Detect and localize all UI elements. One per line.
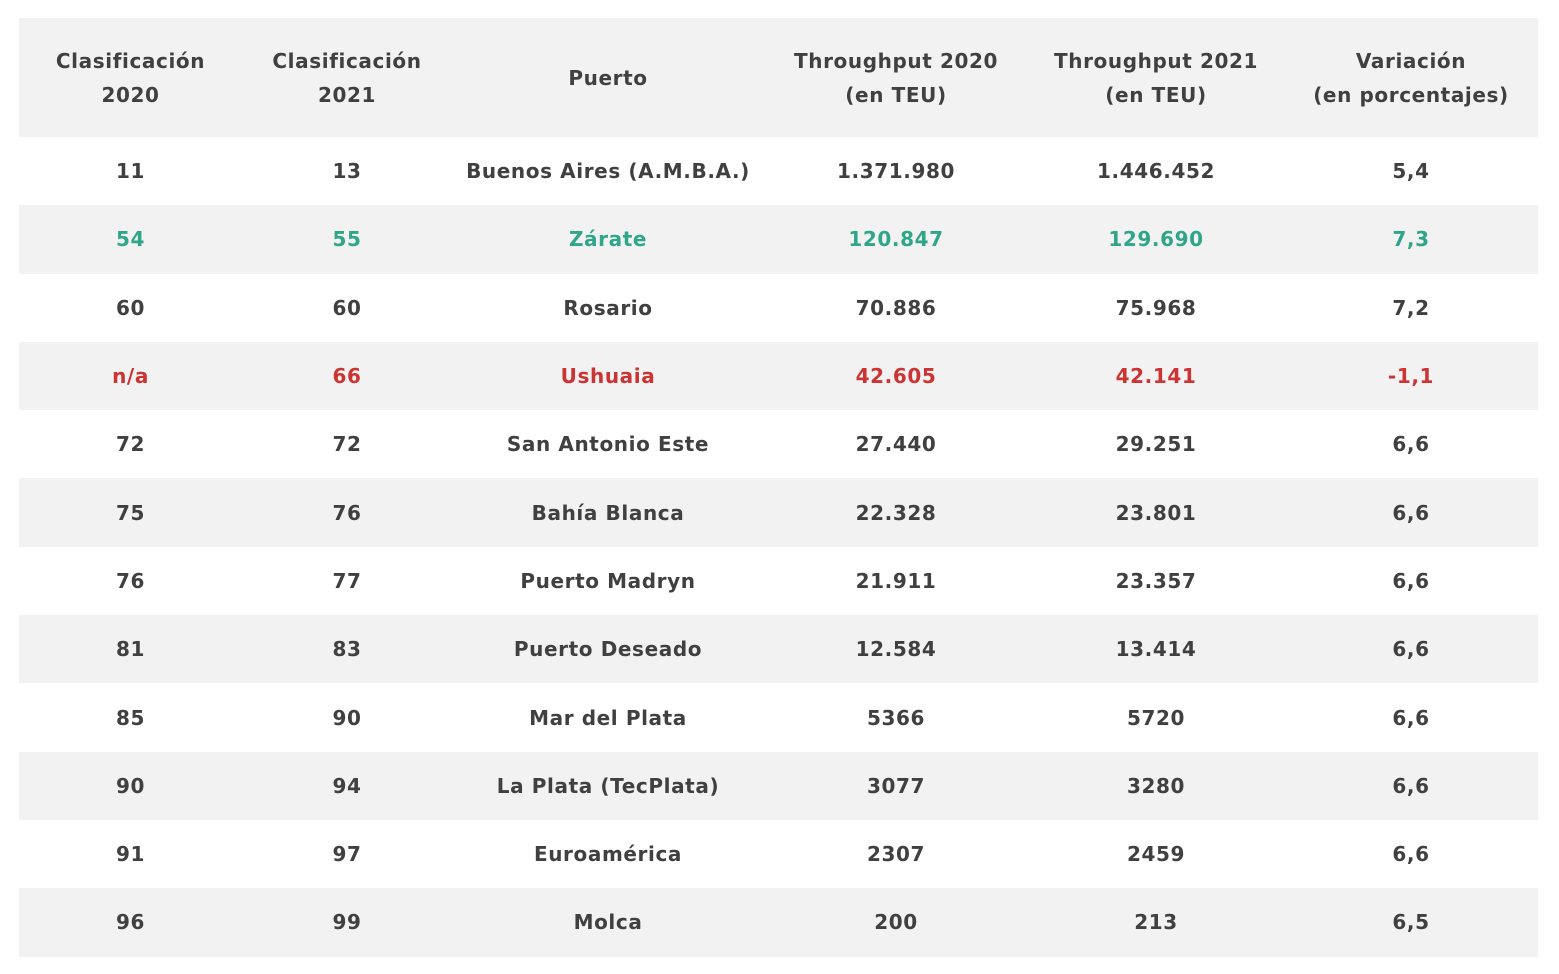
cell-variacion: 6,6 xyxy=(1392,773,1430,798)
header-clasificacion-2021 xyxy=(242,18,452,137)
cell-puerto: Buenos Aires (A.M.B.A.) xyxy=(466,159,750,184)
cell-clasificacion-2020: 81 xyxy=(115,637,146,662)
cell-puerto: Mar del Plata xyxy=(529,705,687,730)
header-line: Clasificación 2021 xyxy=(272,48,422,107)
table-row xyxy=(19,547,1538,615)
cell-clasificacion-2020: 76 xyxy=(115,568,146,593)
cell-puerto: La Plata (TecPlata) xyxy=(496,773,720,798)
cell-throughput-2021: 29.251 xyxy=(1115,432,1197,457)
cell-puerto: Euroamérica xyxy=(533,842,683,867)
cell-clasificacion-2021: 55 xyxy=(332,227,362,252)
cell-variacion: 6,6 xyxy=(1392,705,1430,730)
cell-clasificacion-2021: 90 xyxy=(332,705,362,730)
cell-clasificacion-2020: 54 xyxy=(115,227,146,252)
table-row xyxy=(19,205,1538,273)
cell-clasificacion-2021: 83 xyxy=(332,637,362,662)
cell-puerto: Puerto Deseado xyxy=(513,637,703,662)
cell-throughput-2021: 23.801 xyxy=(1115,500,1197,525)
table-row xyxy=(19,410,1538,478)
cell-throughput-2021: 3280 xyxy=(1126,773,1186,798)
cell-throughput-2020: 3077 xyxy=(866,773,926,798)
ports-throughput-table xyxy=(19,18,1538,957)
cell-clasificacion-2021: 13 xyxy=(332,159,362,184)
cell-clasificacion-2020: 90 xyxy=(115,773,146,798)
table-row xyxy=(19,888,1538,956)
cell-clasificacion-2020: 11 xyxy=(115,159,146,184)
header-puerto xyxy=(452,18,764,137)
cell-puerto: Rosario xyxy=(563,295,653,320)
header-line: Clasificación 2020 xyxy=(55,48,206,107)
cell-clasificacion-2020: 60 xyxy=(115,295,146,320)
header-line-unit: (en TEU) xyxy=(1105,82,1207,107)
cell-throughput-2020: 42.605 xyxy=(855,364,937,389)
cell-variacion: 6,6 xyxy=(1392,842,1430,867)
cell-puerto: San Antonio Este xyxy=(506,432,710,457)
cell-throughput-2021: 5720 xyxy=(1126,705,1186,730)
table-row xyxy=(19,683,1538,751)
cell-clasificacion-2020: n/a xyxy=(112,364,149,389)
cell-throughput-2020: 120.847 xyxy=(848,227,944,252)
cell-clasificacion-2021: 66 xyxy=(332,364,362,389)
table-body xyxy=(19,137,1538,957)
cell-puerto: Puerto Madryn xyxy=(520,568,696,593)
table-row xyxy=(19,752,1538,820)
cell-throughput-2021: 1.446.452 xyxy=(1096,159,1215,184)
header-variacion xyxy=(1284,18,1538,137)
header-line: Throughput 2021 xyxy=(1053,48,1259,73)
cell-puerto: Zárate xyxy=(568,227,648,252)
cell-throughput-2020: 27.440 xyxy=(855,432,937,457)
cell-puerto: Bahía Blanca xyxy=(531,500,685,525)
cell-throughput-2021: 213 xyxy=(1134,910,1178,935)
cell-throughput-2020: 200 xyxy=(874,910,918,935)
cell-variacion: -1,1 xyxy=(1387,364,1435,389)
cell-clasificacion-2021: 99 xyxy=(332,910,362,935)
cell-clasificacion-2020: 75 xyxy=(115,500,146,525)
cell-throughput-2021: 129.690 xyxy=(1108,227,1204,252)
cell-variacion: 5,4 xyxy=(1392,159,1430,184)
cell-puerto: Molca xyxy=(573,910,643,935)
cell-clasificacion-2020: 96 xyxy=(115,910,146,935)
cell-clasificacion-2021: 77 xyxy=(332,568,362,593)
header-line-unit: (en porcentajes) xyxy=(1313,82,1509,107)
header-clasificacion-2020 xyxy=(19,18,242,137)
table-row xyxy=(19,274,1538,342)
header-row xyxy=(19,18,1538,137)
cell-clasificacion-2020: 85 xyxy=(115,705,146,730)
cell-clasificacion-2021: 76 xyxy=(332,500,362,525)
cell-clasificacion-2021: 60 xyxy=(332,295,362,320)
cell-throughput-2020: 21.911 xyxy=(855,568,937,593)
cell-variacion: 6,6 xyxy=(1392,432,1430,457)
ports-table-container xyxy=(19,18,1538,957)
cell-clasificacion-2020: 91 xyxy=(115,842,146,867)
header-line: Throughput 2020 xyxy=(793,48,999,73)
cell-variacion: 7,2 xyxy=(1392,295,1430,320)
cell-throughput-2020: 1.371.980 xyxy=(836,159,955,184)
cell-throughput-2020: 12.584 xyxy=(855,637,937,662)
table-row xyxy=(19,820,1538,888)
cell-throughput-2021: 2459 xyxy=(1126,842,1186,867)
header-throughput-2021 xyxy=(1028,18,1284,137)
cell-clasificacion-2021: 97 xyxy=(332,842,362,867)
cell-clasificacion-2021: 94 xyxy=(332,773,362,798)
cell-variacion: 6,5 xyxy=(1392,910,1430,935)
header-throughput-2020 xyxy=(764,18,1028,137)
cell-variacion: 6,6 xyxy=(1392,637,1430,662)
cell-clasificacion-2021: 72 xyxy=(332,432,362,457)
cell-throughput-2021: 23.357 xyxy=(1115,568,1197,593)
cell-throughput-2021: 42.141 xyxy=(1115,364,1197,389)
cell-throughput-2021: 75.968 xyxy=(1115,295,1197,320)
header-line: Variación xyxy=(1355,48,1467,73)
table-header xyxy=(19,18,1538,137)
table-row xyxy=(19,478,1538,546)
cell-throughput-2020: 5366 xyxy=(866,705,926,730)
header-line-unit: (en TEU) xyxy=(845,82,947,107)
cell-variacion: 6,6 xyxy=(1392,500,1430,525)
table-row xyxy=(19,615,1538,683)
table-row xyxy=(19,342,1538,410)
cell-throughput-2020: 22.328 xyxy=(855,500,937,525)
cell-clasificacion-2020: 72 xyxy=(115,432,146,457)
cell-throughput-2020: 70.886 xyxy=(855,295,937,320)
table-row xyxy=(19,137,1538,205)
cell-throughput-2021: 13.414 xyxy=(1115,637,1197,662)
cell-puerto: Ushuaia xyxy=(560,364,656,389)
cell-variacion: 6,6 xyxy=(1392,568,1430,593)
cell-throughput-2020: 2307 xyxy=(866,842,926,867)
cell-variacion: 7,3 xyxy=(1392,227,1430,252)
header-line: Puerto xyxy=(568,65,648,90)
